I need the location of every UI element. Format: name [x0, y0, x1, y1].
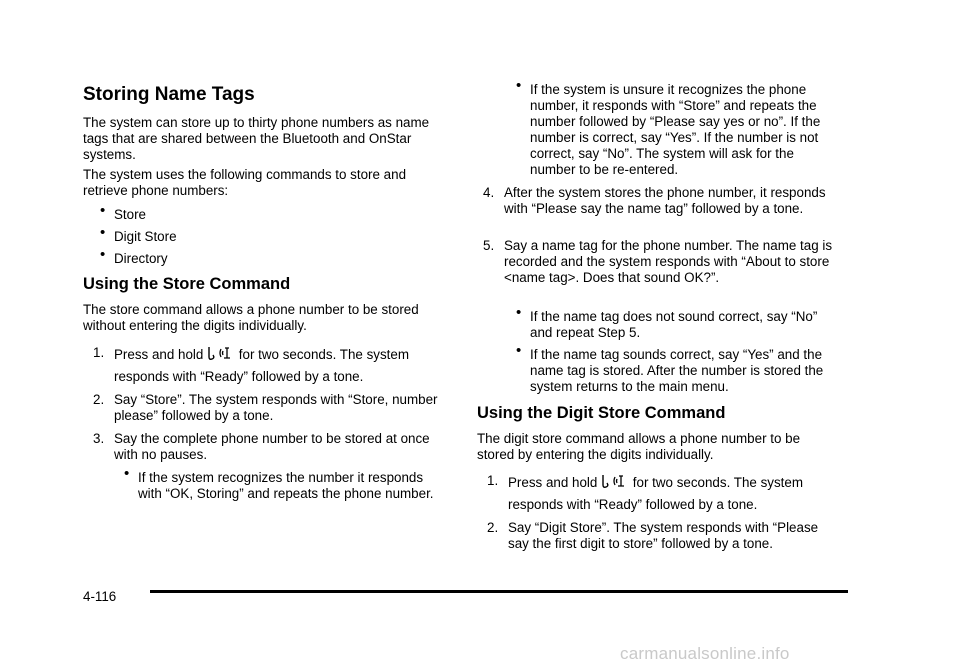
paragraph-digit-store-command: The digit store command allows a phone number to be stored by entering the digits individually. — [477, 431, 801, 462]
heading-using-digit-store-command: Using the Digit Store Command — [477, 404, 726, 422]
step-4: 4. After the system stores the phone number, it responds with “Please say the name tag” followed by a tone. — [483, 185, 826, 216]
step-5: 5. Say a name tag for the phone number. The name tag is recorded and the system responds with “About to store <name tag>. Does that sound OK?”. — [483, 238, 833, 285]
digit-store-step-2: 2. Say “Digit Store”. The system responds with “Please say the first digit to store” followed by a tone. — [487, 520, 819, 551]
step-5-bullet-no: • If the name tag does not sound correct, say “No” and repeat Step 5. — [516, 304, 818, 340]
page-number: 4-116 — [83, 589, 117, 604]
step-5-bullet-yes: • If the name tag sounds correct, say “Yes” and the name tag is stored. After the number is stored the system returns to the main menu. — [516, 342, 824, 394]
list-item-command: • Store — [100, 202, 147, 222]
step-2: 2. Say “Store”. The system responds with “Store, number please” followed by a tone. — [93, 392, 438, 423]
list-item-command: • Directory — [100, 246, 168, 266]
digit-store-step-1: 1. Press and hold for two seconds. The system — [487, 473, 803, 490]
footer-divider — [150, 590, 848, 593]
step-3-bullet: • If the system recognizes the number it responds with “OK, Storing” and repeats the phone number. — [124, 465, 434, 501]
paragraph-commands-intro: The system uses the following commands to store and retrieve phone numbers: — [83, 167, 407, 198]
step-3: 3. Say the complete phone number to be stored at once with no pauses. — [93, 431, 430, 462]
bullet-unsure: • If the system is unsure it recognizes the phone number, it responds with “Store” and repeats the number followed by “Please say yes or no”. If the number is correct, say “Yes”. If the number is not correct, say “No”. The system will ask for the number to be re-entered. — [516, 77, 821, 177]
list-item-command: • Digit Store — [100, 224, 177, 244]
step-1: 1. Press and hold for two seconds. The system — [93, 345, 409, 362]
push-to-talk-icon — [207, 345, 235, 361]
step-1-continued: responds with “Ready” followed by a tone. — [114, 369, 364, 384]
heading-storing-name-tags: Storing Name Tags — [83, 84, 255, 105]
paragraph-intro: The system can store up to thirty phone numbers as name tags that are shared between the Bluetooth and OnStar systems. — [83, 115, 430, 162]
push-to-talk-icon — [601, 473, 629, 489]
watermark: carmanualsonline.info — [620, 644, 790, 663]
digit-store-step-1-continued: responds with “Ready” followed by a tone. — [508, 497, 758, 512]
paragraph-store-command: The store command allows a phone number to be stored without entering the digits individually. — [83, 302, 419, 333]
heading-using-store-command: Using the Store Command — [83, 275, 291, 293]
